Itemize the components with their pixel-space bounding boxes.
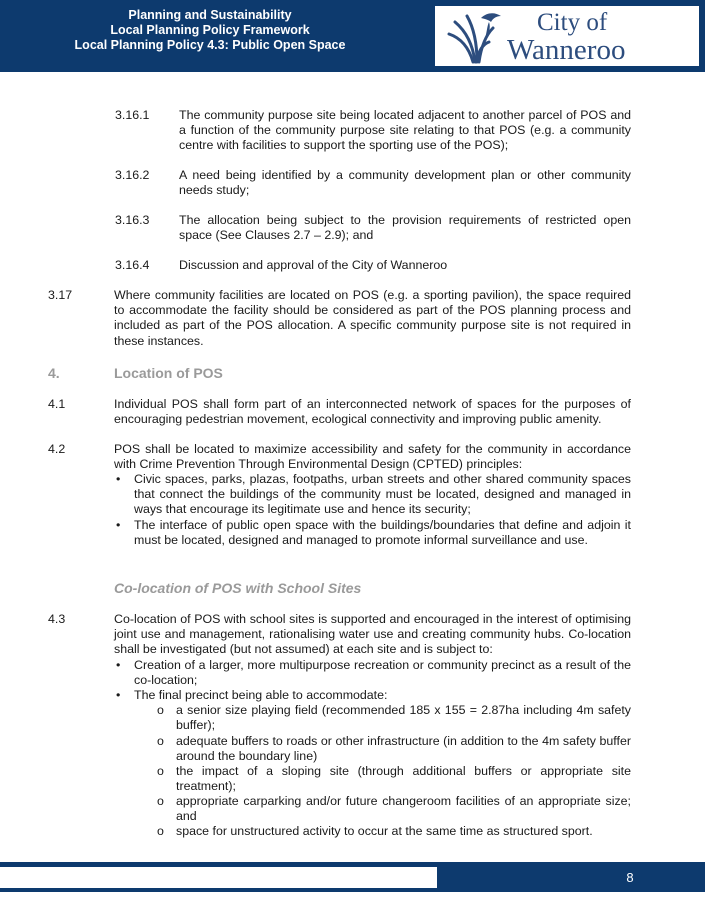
sub-bullet-marker: o <box>157 794 164 808</box>
clause-text: POS shall be located to maximize accessibility and safety for the community in accordance with Crime Prevention Through Environmental Design (CPTED) principles: <box>114 442 631 472</box>
bullet-marker: • <box>116 658 121 672</box>
clause-number: 3.16.2 <box>115 168 150 182</box>
footer-inset-panel <box>0 867 437 888</box>
section-heading: Location of POS <box>114 365 223 381</box>
sub-bullet-marker: o <box>157 764 164 778</box>
list-item: The final precinct being able to accommodate: <box>134 688 388 702</box>
page-header <box>0 0 705 72</box>
header-title-block <box>0 8 420 53</box>
sub-list-item: a senior size playing field (recommended 185 x 155 = 2.87ha including 4m safety buffer); <box>176 703 631 733</box>
clause-number: 4.2 <box>48 442 66 456</box>
subsection-heading: Co-location of POS with School Sites <box>114 580 362 596</box>
list-item: The interface of public open space with the buildings/boundaries that define and adjoin it must be located, designed and managed to promote informal surveillance and use. <box>134 518 631 548</box>
sub-list-item: adequate buffers to roads or other infrastructure (in addition to the 4m safety buffer around the boundary line) <box>176 734 631 764</box>
logo-line-city-of: City of <box>537 9 608 36</box>
stylised-grass-and-bird-icon <box>443 8 505 64</box>
section-number: 4. <box>48 365 60 381</box>
city-logo <box>435 6 699 66</box>
clause-text: Individual POS shall form part of an interconnected network of spaces for the purposes of encouraging pedestrian movement, ecological connectivity and improving public amenity. <box>114 397 631 427</box>
sub-bullet-marker: o <box>157 824 164 838</box>
list-item: Creation of a larger, more multipurpose recreation or community precinct as a result of the co-location; <box>134 658 631 688</box>
clause-text: Co-location of POS with school sites is supported and encouraged in the interest of optimising joint use and management, rationalising water use and creating community hubs. Co-location shall be investigated (but not assumed) at each site and is subject to: <box>114 612 631 657</box>
clause-text: A need being identified by a community development plan or other community needs study; <box>179 168 631 198</box>
sub-list-item: the impact of a sloping site (through additional buffers or appropriate site treatment); <box>176 764 631 794</box>
clause-text: The community purpose site being located adjacent to another parcel of POS and a function of the community purpose site relating to that POS (e.g. a community centre with facilities to support the sporting use of the POS); <box>179 108 631 153</box>
sub-list-item: appropriate carparking and/or future changeroom facilities of an appropriate size; and <box>176 794 631 824</box>
list-item: Civic spaces, parks, plazas, footpaths, urban streets and other shared community spaces that connect the buildings of the community must be located, designed and managed in ways that encourage its legitimate use and hence its security; <box>134 472 631 517</box>
bullet-marker: • <box>116 518 121 532</box>
clause-text: The allocation being subject to the provision requirements of restricted open space (See Clauses 2.7 – 2.9); and <box>179 213 631 243</box>
logo-wordmark <box>507 9 625 64</box>
clause-number: 4.1 <box>48 397 66 411</box>
clause-number: 3.17 <box>48 288 73 302</box>
clause-number: 3.16.4 <box>115 258 150 272</box>
bullet-marker: • <box>116 472 121 486</box>
clause-number: 3.16.3 <box>115 213 150 227</box>
header-line-department: Planning and Sustainability <box>128 8 292 22</box>
logo-line-wanneroo: Wanneroo <box>507 34 626 66</box>
header-line-framework: Local Planning Policy Framework <box>110 23 310 37</box>
header-line-policy: Local Planning Policy 4.3: Public Open Space <box>74 38 346 52</box>
page-number: 8 <box>626 870 634 885</box>
clause-text: Where community facilities are located on POS (e.g. a sporting pavilion), the space required to accommodate the facility should be considered as part of the POS planning process and included as part of the POS allocation. A specific community purpose site is not required in these instances. <box>114 288 631 348</box>
sub-list-item: space for unstructured activity to occur at the same time as structured sport. <box>176 824 593 838</box>
bullet-marker: • <box>116 688 121 702</box>
clause-text: Discussion and approval of the City of Wanneroo <box>179 258 448 272</box>
clause-number: 4.3 <box>48 612 66 626</box>
sub-bullet-marker: o <box>157 703 164 717</box>
sub-bullet-marker: o <box>157 734 164 748</box>
clause-number: 3.16.1 <box>115 108 150 122</box>
